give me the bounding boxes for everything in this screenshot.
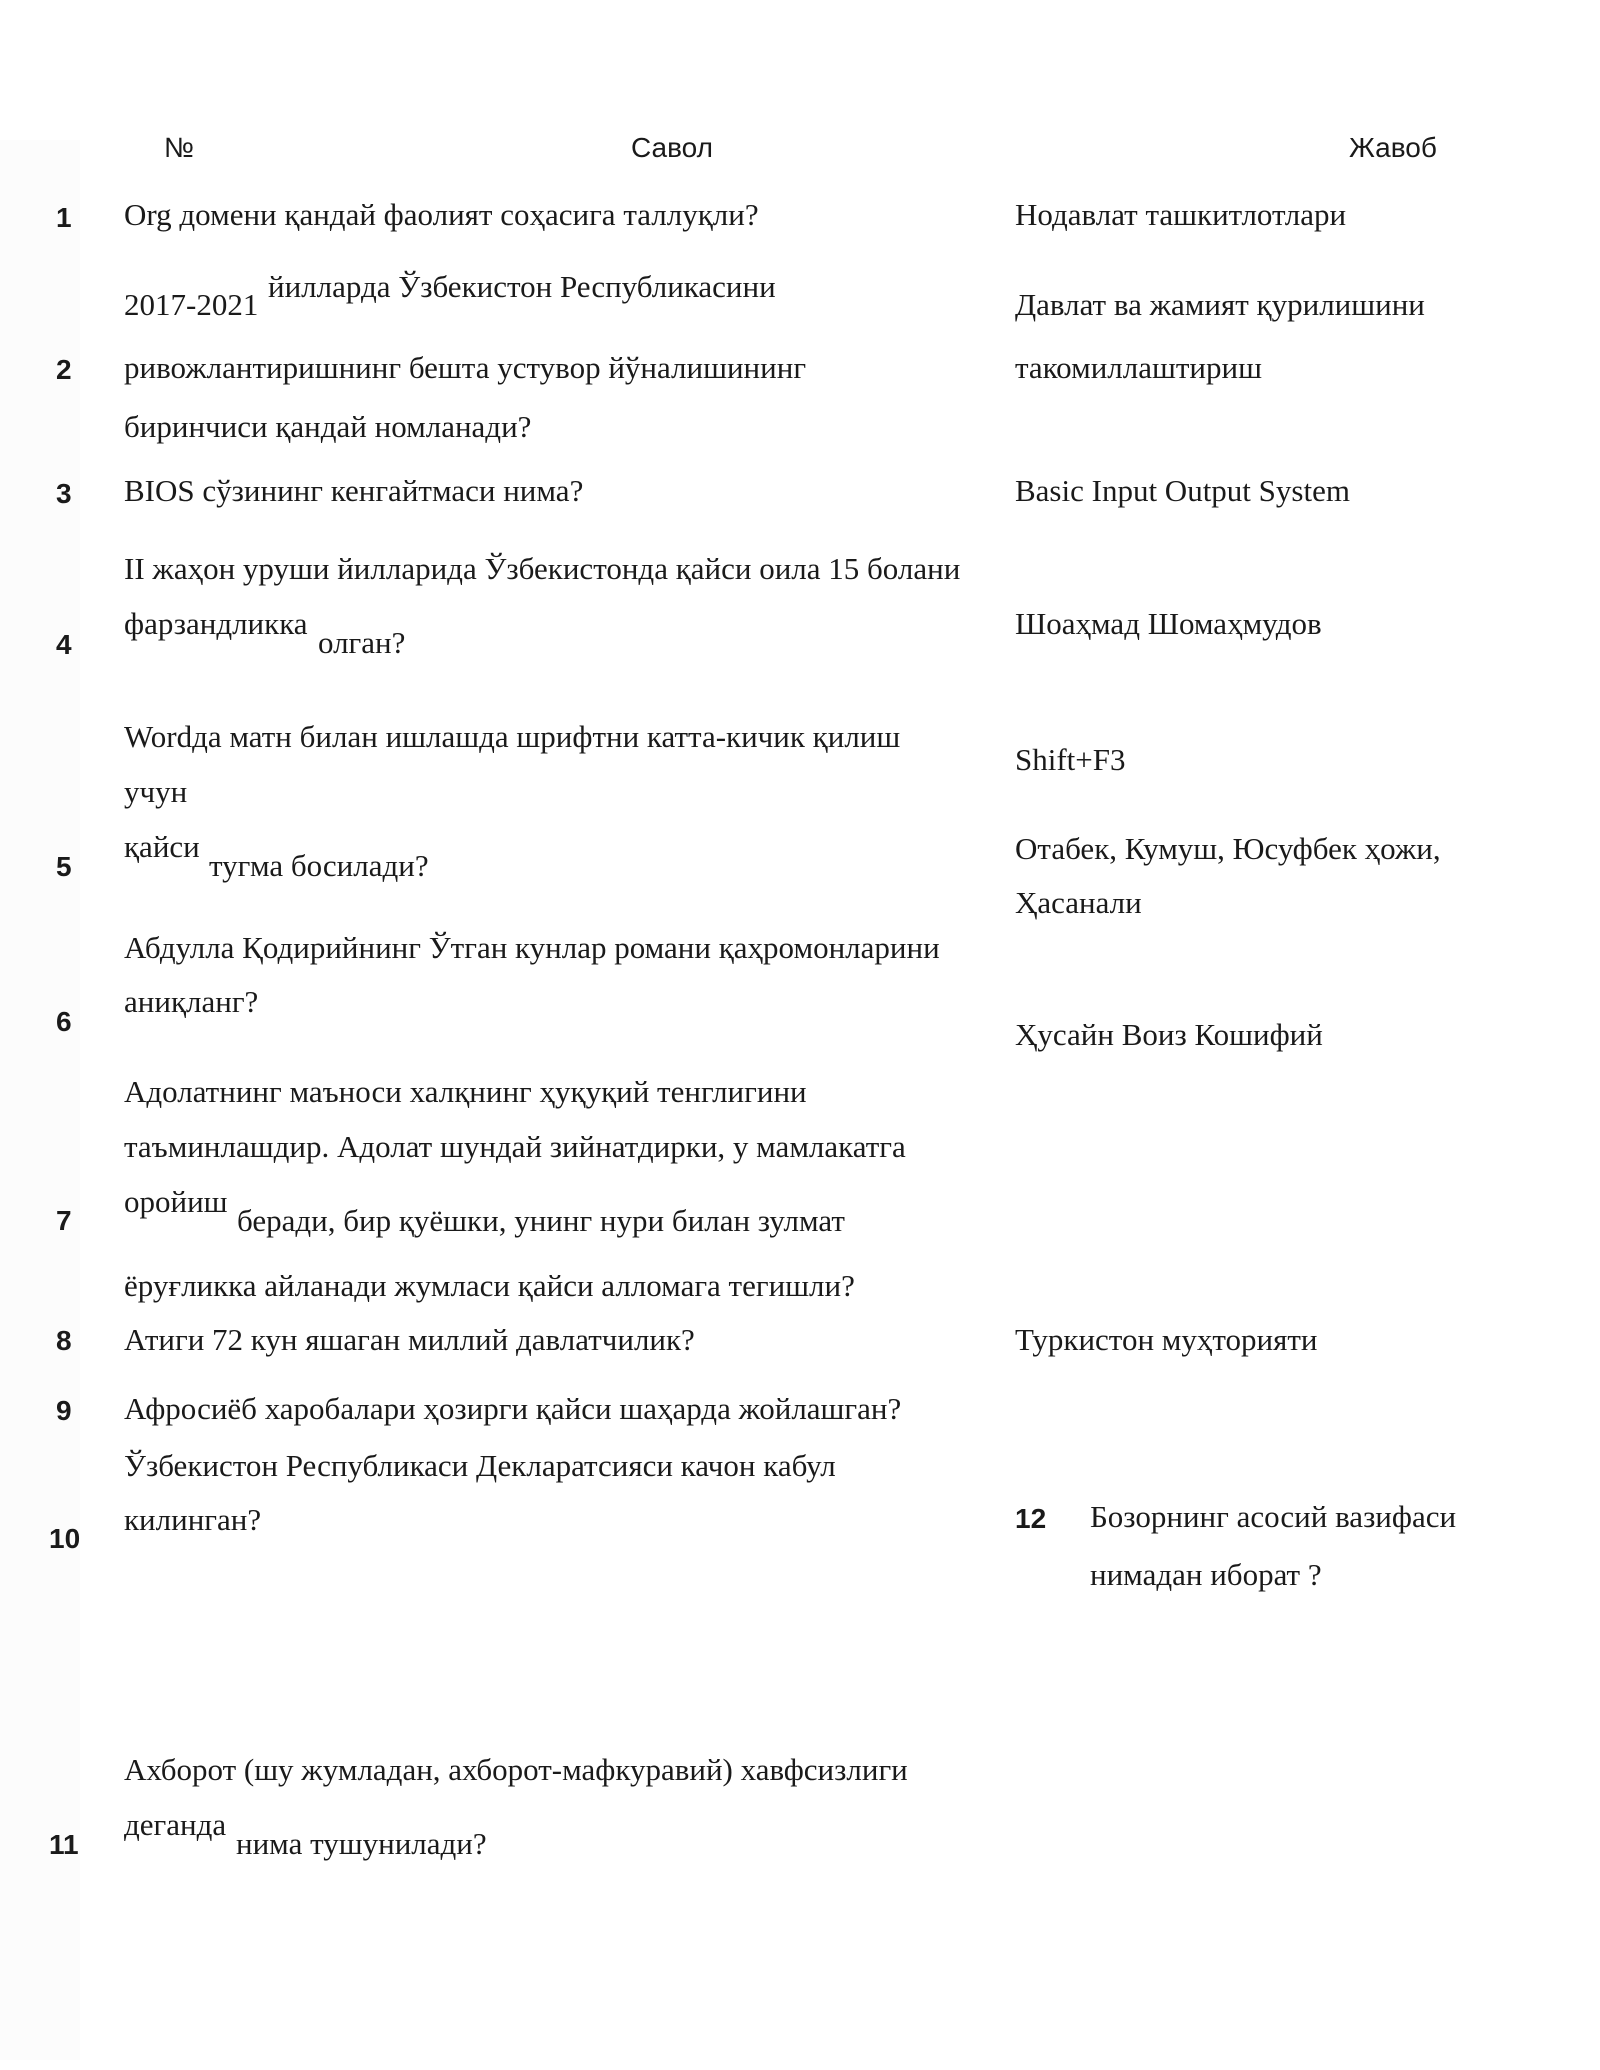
question-text: BIOS сўзининг кенгайтмаси нима? xyxy=(124,473,584,508)
question-text: Атиги 72 кун яшаган миллий давлатчилик? xyxy=(124,1322,695,1357)
header-question: Савол xyxy=(631,132,713,163)
row-number: 5 xyxy=(56,851,72,882)
question-text: II жаҳон уруши йилларида Ўзбекистонда қайси оила 15 болани xyxy=(124,551,961,586)
question-text: таъминлашдир. Адолат шундай зийнатдирки, у мамлакатга xyxy=(124,1129,906,1164)
answer-text: Давлат ва жамият қурилишини xyxy=(1015,287,1425,322)
answer-text: Basic Input Output System xyxy=(1015,473,1350,508)
row-number: 8 xyxy=(56,1325,72,1356)
question-text: қайси xyxy=(124,829,200,864)
answer-text: Shift+F3 xyxy=(1015,742,1126,777)
question-text: нима тушунилади? xyxy=(236,1826,487,1861)
header-answer: Жавоб xyxy=(1349,132,1437,163)
question-text: Абдулла Қодирийнинг Ўтган кунлар романи қаҳромонларини xyxy=(124,930,940,965)
row-number: 2 xyxy=(56,354,72,385)
row-number: 1 xyxy=(56,202,72,233)
answer-text: Ҳасанали xyxy=(1015,885,1142,920)
question-text: тугма босилади? xyxy=(209,848,429,883)
answer-text: Отабек, Кумуш, Юсуфбек ҳожи, xyxy=(1015,831,1441,866)
row-number: 9 xyxy=(56,1395,72,1426)
question-text: ривожлантиришнинг бешта устувор йўналишининг xyxy=(124,350,807,385)
question-text: Бозорнинг асосий вазифаси xyxy=(1090,1499,1457,1534)
question-text: Адолатнинг маъноси халқнинг ҳуқуқий тенглигини xyxy=(124,1074,807,1109)
question-text: биринчиси қандай номланади? xyxy=(124,409,532,444)
question-text: оройиш xyxy=(124,1184,228,1219)
question-text: аниқланг? xyxy=(124,984,259,1019)
question-text: нимадан иборат ? xyxy=(1090,1557,1322,1592)
row-number: 7 xyxy=(56,1205,72,1236)
question-text: олган? xyxy=(318,625,406,660)
answer-text: Нодавлат ташкитлотлари xyxy=(1015,197,1347,232)
question-text: деганда xyxy=(124,1807,227,1842)
answer-text: Туркистон муҳторияти xyxy=(1015,1322,1318,1357)
row-number: 10 xyxy=(49,1523,81,1554)
answer-text: такомиллаштириш xyxy=(1015,350,1262,385)
row-number: 3 xyxy=(56,478,72,509)
question-text: 2017-2021 xyxy=(124,287,259,322)
question-text: беради, бир қуёшки, унинг нури билан зулмат xyxy=(237,1203,845,1238)
question-text: фарзандликка xyxy=(124,606,308,641)
question-text: Org домени қандай фаолият соҳасига таллуқли? xyxy=(124,197,759,232)
row-number: 12 xyxy=(1015,1503,1047,1534)
answer-text: Ҳусайн Воиз Кошифий xyxy=(1015,1017,1323,1052)
question-text: Ахборот (шу жумладан, ахборот-мафкуравий) хавфсизлиги xyxy=(124,1752,908,1787)
row-number: 4 xyxy=(56,629,72,660)
question-text: учун xyxy=(124,774,188,809)
question-text: Ўзбекистон Республикаси Декларатсияси качон кабул xyxy=(124,1448,836,1483)
question-text: Афросиёб харобалари ҳозирги қайси шаҳарда жойлашган? xyxy=(124,1391,902,1426)
question-text: килинган? xyxy=(124,1502,262,1537)
answer-text: Шоаҳмад Шомаҳмудов xyxy=(1015,606,1322,641)
row-number: 11 xyxy=(49,1829,79,1860)
row-number: 6 xyxy=(56,1006,72,1037)
question-text: ёруғликка айланади жумласи қайси алломага тегишли? xyxy=(124,1268,855,1303)
question-text: йилларда Ўзбекистон Республикасини xyxy=(268,269,776,304)
question-text: Wordда матн билан ишлашда шрифтни катта-кичик қилиш xyxy=(124,719,901,754)
header-number: № xyxy=(164,132,195,163)
left-margin-shade xyxy=(0,140,80,2060)
